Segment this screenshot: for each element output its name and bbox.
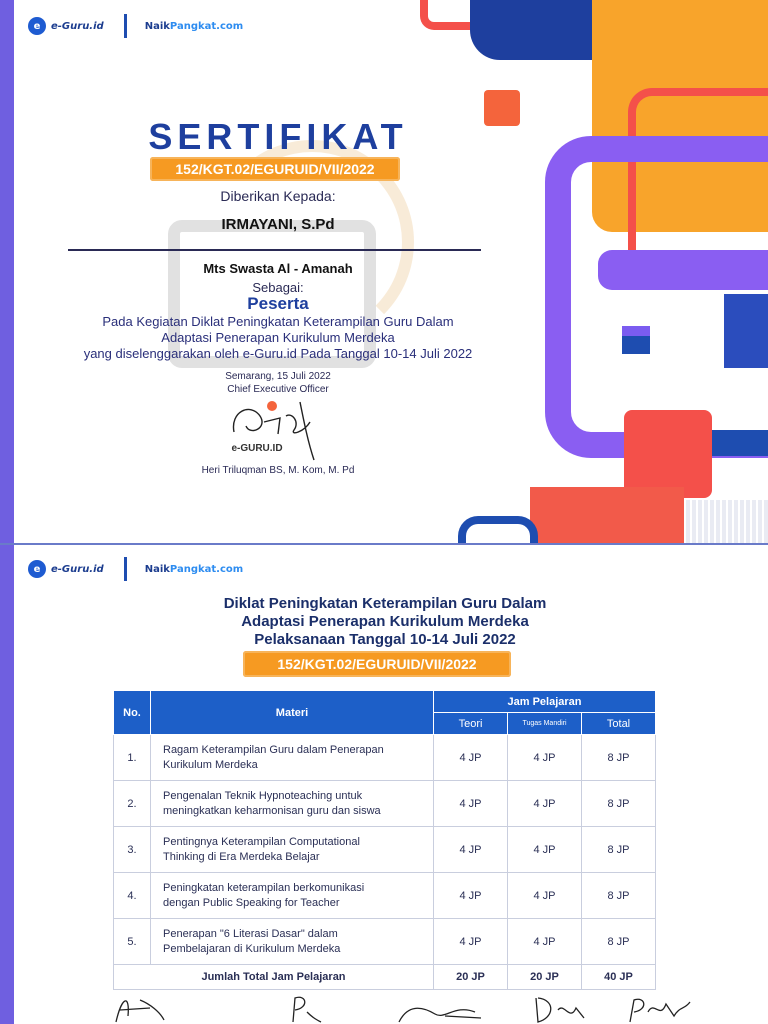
row-teori: 4 JP	[434, 873, 508, 919]
decor-blue-block	[724, 294, 768, 368]
signature-1	[110, 992, 170, 1024]
total-label: Jumlah Total Jam Pelajaran	[114, 965, 434, 990]
description-line-2: Adaptasi Penerapan Kurikulum Merdeka	[161, 330, 395, 345]
naikpangkat-logo-text-2: NaikPangkat.com	[144, 563, 244, 575]
total-tugas: 20 JP	[508, 965, 582, 990]
row-no: 4.	[114, 873, 151, 919]
row-tugas: 4 JP	[508, 827, 582, 873]
table-row	[114, 735, 656, 781]
place-date: Semarang, 15 Juli 2022	[225, 371, 331, 382]
row-materi: Penerapan "6 Literasi Dasar" dalam Pembelajaran di Kurikulum Merdeka	[151, 919, 434, 965]
row-materi: Ragam Keterampilan Guru dalam Penerapan Kurikulum Merdeka	[151, 735, 434, 781]
decor-red-square	[484, 90, 520, 126]
row-total: 8 JP	[582, 827, 656, 873]
signer-name: Heri Triluqman BS, M. Kom, M. Pd	[201, 465, 355, 476]
syllabus-number-badge: 152/KGT.02/EGURUID/VII/2022	[243, 651, 511, 677]
col-teori-header: Teori	[434, 713, 508, 735]
table-row	[114, 873, 656, 919]
total-total: 40 JP	[582, 965, 656, 990]
row-materi: Peningkatan keterampilan berkomunikasi dengan Public Speaking for Teacher	[151, 873, 434, 919]
total-row	[114, 965, 656, 990]
table-row	[114, 827, 656, 873]
eguru-logo-text-2: e-Guru.id	[51, 563, 104, 575]
signer-position: Chief Executive Officer	[227, 384, 329, 395]
signature-3	[395, 992, 485, 1024]
name-underline	[68, 249, 481, 251]
decor-navy-bar	[712, 430, 768, 456]
row-no: 3.	[114, 827, 151, 873]
given-to-label: Diberikan Kepada:	[220, 188, 336, 204]
syllabus-title-line-1: Diklat Peningkatan Keterampilan Guru Dalam	[223, 595, 547, 612]
certificate-header	[28, 14, 243, 38]
signature-4	[530, 992, 590, 1024]
syllabus-title-line-3: Pelaksanaan Tanggal 10-14 Juli 2022	[254, 631, 516, 648]
row-tugas: 4 JP	[508, 873, 582, 919]
row-tugas: 4 JP	[508, 919, 582, 965]
row-tugas: 4 JP	[508, 781, 582, 827]
row-total: 8 JP	[582, 873, 656, 919]
col-tugas-header: Tugas Mandiri	[508, 713, 582, 735]
left-accent-bar	[0, 0, 14, 543]
signature-2	[285, 992, 325, 1024]
decor-red-bottom	[530, 487, 684, 543]
row-materi: Pentingnya Keterampilan Computational Thinking di Era Merdeka Belajar	[151, 827, 434, 873]
as-label: Sebagai:	[252, 280, 304, 295]
row-teori: 4 JP	[434, 735, 508, 781]
syllabus-table	[113, 690, 656, 990]
col-jam-header: Jam Pelajaran	[434, 691, 656, 713]
row-total: 8 JP	[582, 919, 656, 965]
certificate-number-badge: 152/KGT.02/EGURUID/VII/2022	[150, 157, 400, 181]
syllabus-header	[28, 557, 243, 581]
col-total-header: Total	[582, 713, 656, 735]
row-no: 2.	[114, 781, 151, 827]
decor-stripes	[684, 500, 768, 543]
total-teori: 20 JP	[434, 965, 508, 990]
decor-blue-arch	[458, 516, 538, 543]
row-no: 1.	[114, 735, 151, 781]
syllabus-title-line-2: Adaptasi Penerapan Kurikulum Merdeka	[241, 613, 529, 630]
col-materi-header: Materi	[151, 691, 434, 735]
stamp-text: e-GURU.ID	[231, 443, 283, 454]
header-divider	[124, 14, 127, 38]
signature-5	[624, 992, 694, 1024]
col-no-header: No.	[114, 691, 151, 735]
row-teori: 4 JP	[434, 827, 508, 873]
naikpangkat-logo-text: NaikPangkat.com	[144, 20, 244, 32]
role-title: Peserta	[247, 294, 309, 313]
left-accent-bar-2	[0, 545, 14, 1024]
row-tugas: 4 JP	[508, 735, 582, 781]
row-no: 5.	[114, 919, 151, 965]
eguru-logo-text: e-Guru.id	[51, 20, 104, 32]
row-materi: Pengenalan Teknik Hypnoteaching untuk meningkatkan keharmonisan guru dan siswa	[151, 781, 434, 827]
decor-red-block	[624, 410, 712, 498]
decor-small-square	[622, 326, 650, 354]
decor-purple-bar	[598, 250, 768, 290]
row-teori: 4 JP	[434, 919, 508, 965]
table-row	[114, 919, 656, 965]
row-total: 8 JP	[582, 781, 656, 827]
table-row	[114, 781, 656, 827]
eguru-logo-icon-2: e	[28, 560, 46, 578]
eguru-logo-icon: e	[28, 17, 46, 35]
description-line-1: Pada Kegiatan Diklat Peningkatan Keterampilan Guru Dalam	[102, 314, 454, 329]
school-name: Mts Swasta Al - Amanah	[203, 261, 353, 276]
recipient-name: IRMAYANI, S.Pd	[221, 216, 335, 233]
row-teori: 4 JP	[434, 781, 508, 827]
certificate-title: SERTIFIKAT	[148, 116, 408, 157]
header-divider-2	[124, 557, 127, 581]
description-line-3: yang diselenggarakan oleh e-Guru.id Pada Tanggal 10-14 Juli 2022	[83, 346, 473, 361]
row-total: 8 JP	[582, 735, 656, 781]
